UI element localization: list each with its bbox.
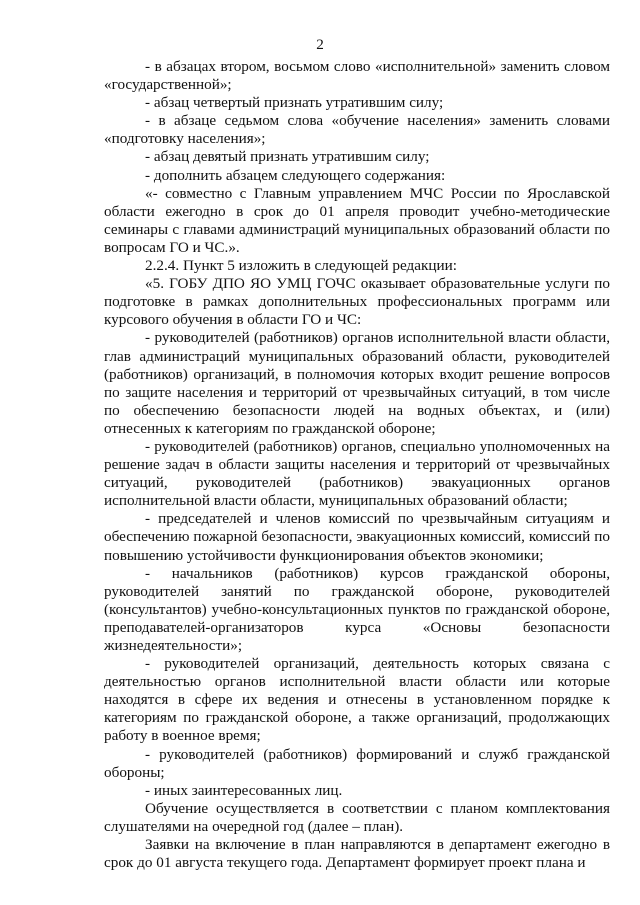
paragraph: - председателей и членов комиссий по чрезвычайным ситуациям и обеспечению пожарной безопасности, эвакуационных комиссий, комиссий по повышению устойчивости функционирования объектов экономики; [104,510,610,564]
paragraph: 2.2.4. Пункт 5 изложить в следующей редакции: [145,257,458,275]
paragraph: - начальников (работников) курсов гражданской обороны, руководителей занятий по гражданской обороне, руководителей (консультантов) учебно-консультационных пунктов по гражданской обороне, преподавателей-организаторов курса «Основы безопасности жизнедеятельности»; [104,564,610,654]
paragraph: - в абзаце седьмом слова «обучение населения» заменить словами «подготовку населения»; [104,112,610,148]
paragraph: «- совместно с Главным управлением МЧС России по Ярославской области ежегодно в срок до 01 апреля проводит учебно-методические семинары с главами администраций муниципальных образований области по вопросам ГО и ЧС.». [104,184,610,256]
document-body [104,58,610,872]
paragraph: - руководителей (работников) органов, специально уполномоченных на решение задач в области защиты населения и территорий от чрезвычайных ситуаций, руководителей (работников) эвакуационных органов исполнительной власти области, муниципальных образований области; [104,437,610,510]
paragraph: Обучение осуществляется в соответствии с планом комплектования слушателями на очередной год (далее – план). [104,799,610,835]
paragraph: - абзац четвертый признать утратившим силу; [145,94,444,112]
paragraph: Заявки на включение в план направляются в департамент ежегодно в срок до 01 августа текущего года. Департамент формирует проект плана и [104,836,610,872]
page-number: 2 [316,36,324,53]
paragraph: - дополнить абзацем следующего содержания: [145,166,446,184]
paragraph: - руководителей (работников) формирований и служб гражданской обороны; [104,745,610,781]
paragraph: - руководителей (работников) органов исполнительной власти области, глав администраций муниципальных образований области, руководителей (работников) организаций, в полномочия которых входит решение вопросов по защите населения и территорий от чрезвычайных ситуаций, в том числе по обеспечению безопасности людей на водных объектах, и (или) отнесенных к категориям по гражданской обороне; [104,329,610,437]
paragraph: «5. ГОБУ ДПО ЯО УМЦ ГОЧС оказывает образовательные услуги по подготовке в рамках дополнительных профессиональных программ или курсового обучения в области ГО и ЧС: [104,275,610,329]
paragraph: - руководителей организаций, деятельность которых связана с деятельностью органов исполнительной власти области или которые находятся в сфере их ведения и отнесены в установленном порядке к категориям по гражданской обороне, а также организаций, продолжающих работу в военное время; [104,655,610,745]
paragraph: - абзац девятый признать утратившим силу; [145,148,430,166]
paragraph: - иных заинтересованных лиц. [145,781,343,799]
paragraph: - в абзацах втором, восьмом слово «исполнительной» заменить словом «государственной»; [104,58,610,94]
